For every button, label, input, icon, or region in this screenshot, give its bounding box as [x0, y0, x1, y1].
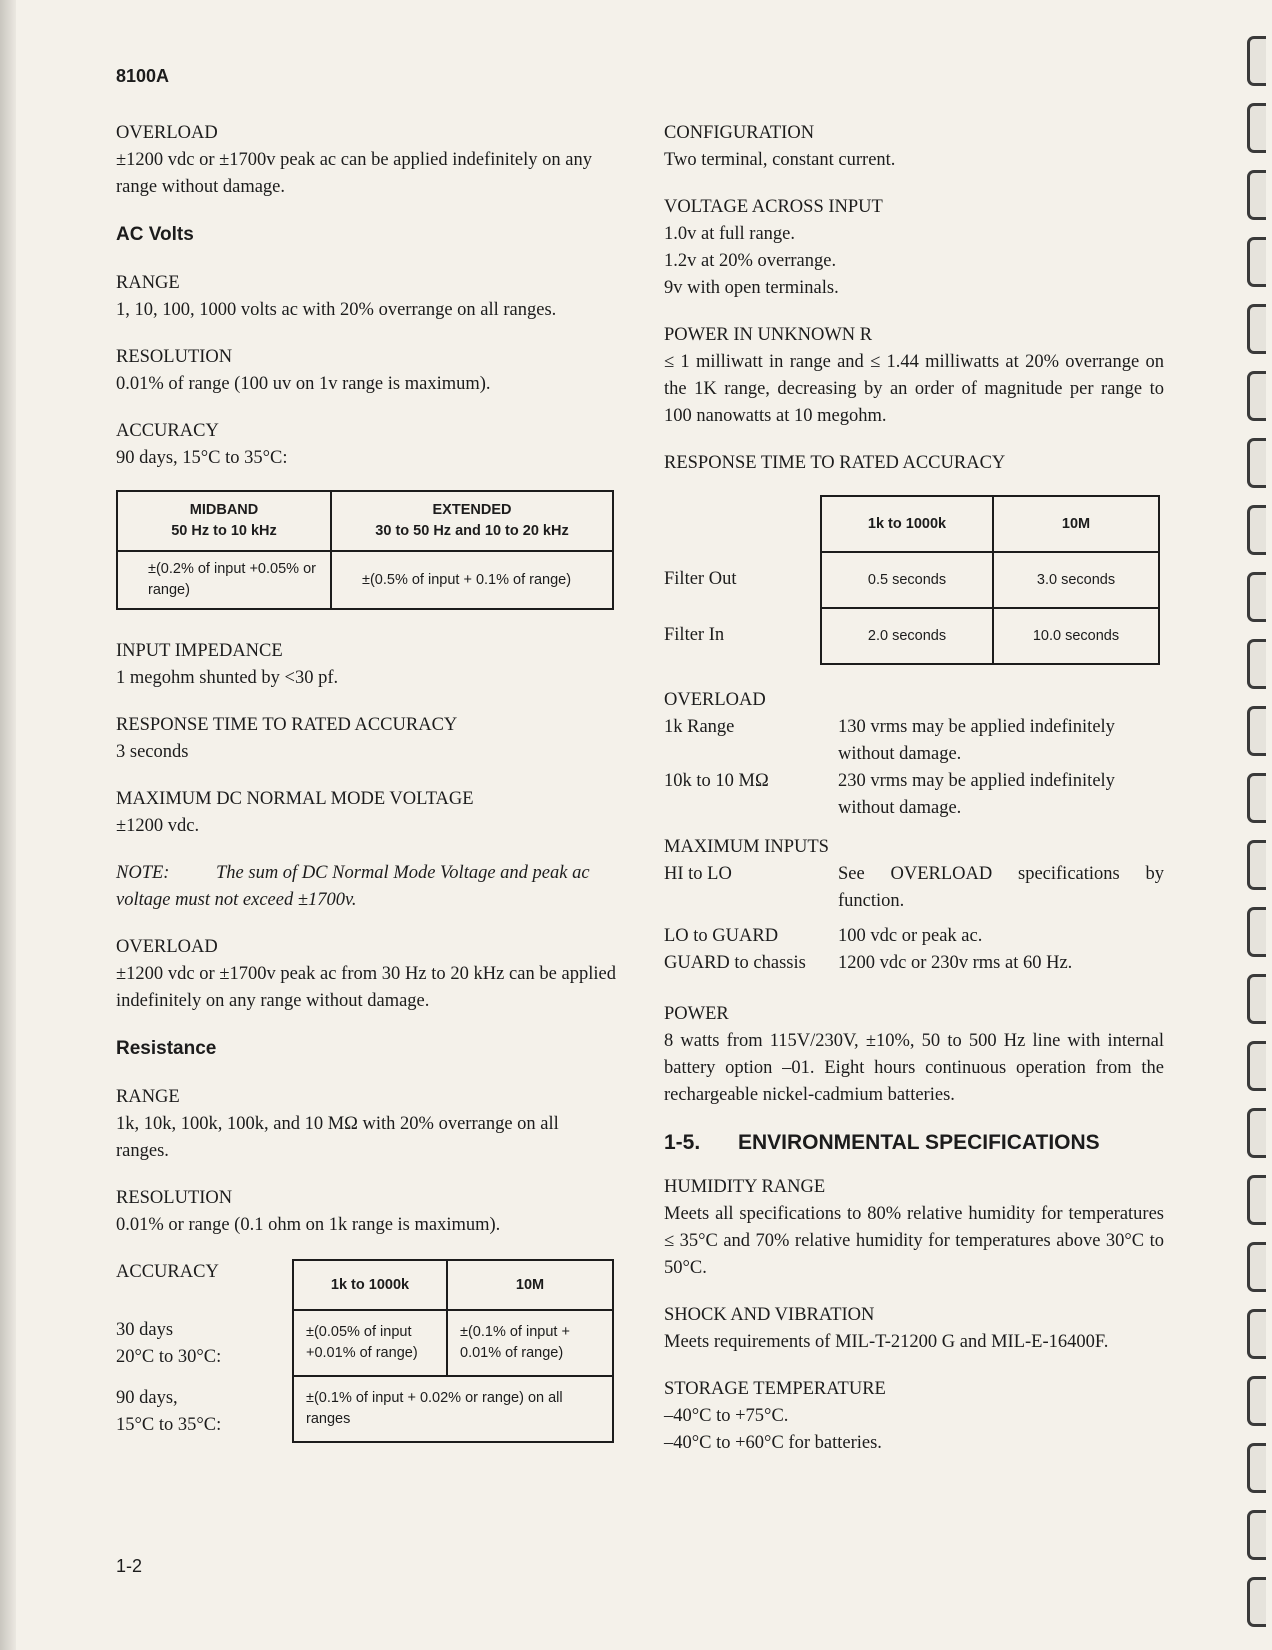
- table-header: 10M: [447, 1260, 613, 1310]
- binding-ring: [1247, 237, 1266, 287]
- section-text: 8 watts from 115V/230V, ±10%, 50 to 500 Hz line with internal battery option –01. Eight hours continuous operation from the rechargeable nickel-cadmium batteries.: [664, 1031, 1164, 1105]
- row-label-line: 15°C to 35°C:: [116, 1415, 222, 1435]
- header-line: 50 Hz to 10 kHz: [171, 523, 277, 539]
- ac-response-time-section: [116, 712, 616, 766]
- row-label-line: 30 days: [116, 1320, 174, 1340]
- table-cell: 10.0 seconds: [993, 608, 1159, 664]
- section-text: Two terminal, constant current.: [664, 150, 896, 170]
- maximum-inputs-section: [664, 834, 1164, 977]
- section-title: ACCURACY: [116, 421, 219, 441]
- binding-ring: [1247, 103, 1266, 153]
- spec-key: GUARD to chassis: [664, 953, 806, 973]
- row-label: [116, 1381, 292, 1439]
- binding-ring: [1247, 1242, 1266, 1292]
- ac-accuracy-section: [116, 418, 616, 472]
- note: [116, 860, 616, 914]
- humidity-section: [664, 1174, 1164, 1282]
- max-dc-nmv-section: [116, 786, 616, 840]
- spec-value: 1200 vdc or 230v rms at 60 Hz.: [838, 953, 1073, 973]
- section-text: 3 seconds: [116, 742, 189, 762]
- table-header: 10M: [993, 496, 1159, 552]
- dc-overload-section: [116, 120, 616, 201]
- section-title: CONFIGURATION: [664, 123, 815, 143]
- section-text: ±1200 vdc.: [116, 816, 200, 836]
- row-label: Filter Out: [664, 569, 737, 589]
- header-line: 30 to 50 Hz and 10 to 20 kHz: [375, 523, 569, 539]
- ac-overload-section: [116, 934, 616, 1015]
- section-text: Meets all specifications to 80% relative humidity for temperatures ≤ 35°C and 70% relative humidity for temperatures above 30°C to 50°C.: [664, 1204, 1164, 1278]
- section-title: OVERLOAD: [116, 937, 218, 957]
- section-title: INPUT IMPEDANCE: [116, 641, 283, 661]
- right-column: [664, 120, 1164, 1477]
- input-impedance-section: [116, 638, 616, 692]
- section-title: POWER: [664, 1004, 729, 1024]
- section-text: 90 days, 15°C to 35°C:: [116, 448, 288, 468]
- section-number: 1-5.: [664, 1131, 701, 1154]
- binding-ring: [1247, 706, 1266, 756]
- section-text: 1, 10, 100, 1000 volts ac with 20% overrange on all ranges.: [116, 300, 557, 320]
- table-header: 1k to 1000k: [821, 496, 993, 552]
- running-header: 8100A: [116, 66, 170, 86]
- ac-resolution-section: [116, 344, 616, 398]
- page-edge: [0, 0, 16, 1650]
- section-text: 9v with open terminals.: [664, 278, 839, 298]
- spec-value: 230 vrms may be applied indefinitely without damage.: [838, 771, 1115, 818]
- spec-key: HI to LO: [664, 864, 732, 884]
- spec-value: See OVERLOAD specifications by function.: [838, 864, 1164, 911]
- power-unknown-section: [664, 322, 1164, 430]
- row-label-line: 20°C to 30°C:: [116, 1347, 222, 1367]
- section-title: SHOCK AND VIBRATION: [664, 1305, 875, 1325]
- section-text: ≤ 1 milliwatt in range and ≤ 1.44 milliwatts at 20% overrange on the 1K range, decreasing by an order of magnitude per range to 100 nanowatts at 10 megohm.: [664, 352, 1164, 426]
- res-resolution-section: [116, 1185, 616, 1239]
- section-title: RESOLUTION: [116, 1188, 233, 1208]
- section-title: MAXIMUM DC NORMAL MODE VOLTAGE: [116, 789, 474, 809]
- response-time-table: [820, 495, 1160, 665]
- section-text: 1 megohm shunted by <30 pf.: [116, 668, 339, 688]
- binding-ring: [1247, 1376, 1266, 1426]
- res-accuracy-labels: [116, 1259, 292, 1443]
- section-text: 0.01% of range (100 uv on 1v range is maximum).: [116, 374, 491, 394]
- section-text: –40°C to +75°C.: [664, 1406, 789, 1426]
- header-line: EXTENDED: [432, 502, 512, 518]
- binding-ring: [1247, 974, 1266, 1024]
- binding-ring: [1247, 572, 1266, 622]
- note-text: The sum of DC Normal Mode Voltage and peak ac voltage must not exceed ±1700v.: [116, 863, 590, 910]
- binding-ring: [1247, 371, 1266, 421]
- binding-ring: [1247, 170, 1266, 220]
- binding-ring: [1247, 1108, 1266, 1158]
- section-title: STORAGE TEMPERATURE: [664, 1379, 886, 1399]
- row-label-line: 90 days,: [116, 1388, 178, 1408]
- binding-ring: [1247, 1041, 1266, 1091]
- section-text: ±1200 vdc or ±1700v peak ac from 30 Hz to 20 kHz can be applied indefinitely on any range without damage.: [116, 964, 616, 1011]
- ac-range-section: [116, 270, 616, 324]
- resistance-heading: Resistance: [116, 1038, 217, 1059]
- section-title: HUMIDITY RANGE: [664, 1177, 826, 1197]
- section-title: OVERLOAD: [116, 123, 218, 143]
- spec-row: [664, 768, 1164, 822]
- section-title: RANGE: [116, 1087, 180, 1107]
- spec-value: 100 vdc or peak ac.: [838, 926, 983, 946]
- section-title: OVERLOAD: [664, 690, 766, 710]
- section-text: 1.0v at full range.: [664, 224, 795, 244]
- table-cell: ±(0.1% of input + 0.02% or range) on all ranges: [293, 1376, 613, 1442]
- row-label: [116, 1309, 292, 1381]
- binding-ring: [1247, 1577, 1266, 1627]
- spec-key: LO to GUARD: [664, 926, 779, 946]
- section-title: RESPONSE TIME TO RATED ACCURACY: [664, 453, 1006, 473]
- environmental-heading: [664, 1129, 1164, 1156]
- note-label: NOTE:: [116, 863, 170, 883]
- section-title: VOLTAGE ACROSS INPUT: [664, 197, 883, 217]
- binding-ring: [1247, 36, 1266, 86]
- section-text: –40°C to +60°C for batteries.: [664, 1433, 882, 1453]
- section-title: POWER IN UNKNOWN R: [664, 325, 873, 345]
- table-cell: ±(0.5% of input + 0.1% of range): [331, 551, 613, 609]
- binding-ring: [1247, 907, 1266, 957]
- section-text: 1k, 10k, 100k, 100k, and 10 MΩ with 20% overrange on all ranges.: [116, 1114, 559, 1161]
- section-title: MAXIMUM INPUTS: [664, 837, 829, 857]
- response-time-table-wrap: [664, 495, 1164, 665]
- binding-ring: [1247, 1510, 1266, 1560]
- section-title: RESPONSE TIME TO RATED ACCURACY: [116, 715, 458, 735]
- res-accuracy-table: [292, 1259, 614, 1443]
- spec-row: [664, 861, 1164, 915]
- binding-ring: [1247, 773, 1266, 823]
- spec-key: 1k Range: [664, 717, 735, 737]
- shock-section: [664, 1302, 1164, 1356]
- table-header: 1k to 1000k: [293, 1260, 447, 1310]
- res-overload-section: [664, 687, 1164, 822]
- table-cell: ±(0.05% of input +0.01% of range): [293, 1310, 447, 1376]
- section-text: ±1200 vdc or ±1700v peak ac can be applied indefinitely on any range without damage.: [116, 150, 592, 197]
- section-heading: ENVIRONMENTAL SPECIFICATIONS: [738, 1131, 1100, 1154]
- binding-ring: [1247, 639, 1266, 689]
- response-time-section: [664, 450, 1164, 665]
- section-title: RANGE: [116, 273, 180, 293]
- section-title: ACCURACY: [116, 1262, 219, 1282]
- res-range-section: [116, 1084, 616, 1165]
- table-cell: ±(0.2% of input +0.05% or range): [117, 551, 331, 609]
- ac-volts-heading: AC Volts: [116, 224, 194, 245]
- spec-value: 130 vrms may be applied indefinitely without damage.: [838, 717, 1115, 764]
- res-accuracy-section: [116, 1259, 616, 1443]
- table-cell: 0.5 seconds: [821, 552, 993, 608]
- table-header: [117, 491, 331, 551]
- response-time-labels: [664, 495, 820, 665]
- table-header: [331, 491, 613, 551]
- binding-ring: [1247, 505, 1266, 555]
- spec-key: 10k to 10 MΩ: [664, 771, 769, 791]
- binding-ring: [1247, 1443, 1266, 1493]
- power-section: [664, 1001, 1164, 1109]
- spec-row: [664, 714, 1164, 768]
- storage-section: [664, 1376, 1164, 1457]
- spec-row: [664, 950, 1164, 977]
- section-text: 0.01% or range (0.1 ohm on 1k range is maximum).: [116, 1215, 501, 1235]
- table-cell: 3.0 seconds: [993, 552, 1159, 608]
- binding-ring: [1247, 438, 1266, 488]
- section-title: RESOLUTION: [116, 347, 233, 367]
- section-text: 1.2v at 20% overrange.: [664, 251, 837, 271]
- spec-row: [664, 923, 1164, 950]
- table-cell: 2.0 seconds: [821, 608, 993, 664]
- spiral-binding: [1232, 0, 1272, 1650]
- left-column: [116, 120, 616, 1443]
- table-cell: ±(0.1% of input + 0.01% of range): [447, 1310, 613, 1376]
- configuration-section: [664, 120, 1164, 174]
- row-label: Filter In: [664, 625, 725, 645]
- page-number: 1-2: [116, 1556, 143, 1576]
- section-text: Meets requirements of MIL-T-21200 G and MIL-E-16400F.: [664, 1332, 1109, 1352]
- binding-ring: [1247, 1309, 1266, 1359]
- binding-ring: [1247, 304, 1266, 354]
- binding-ring: [1247, 840, 1266, 890]
- binding-ring: [1247, 1175, 1266, 1225]
- voltage-across-input-section: [664, 194, 1164, 302]
- ac-accuracy-table: [116, 490, 614, 610]
- header-line: MIDBAND: [189, 502, 259, 518]
